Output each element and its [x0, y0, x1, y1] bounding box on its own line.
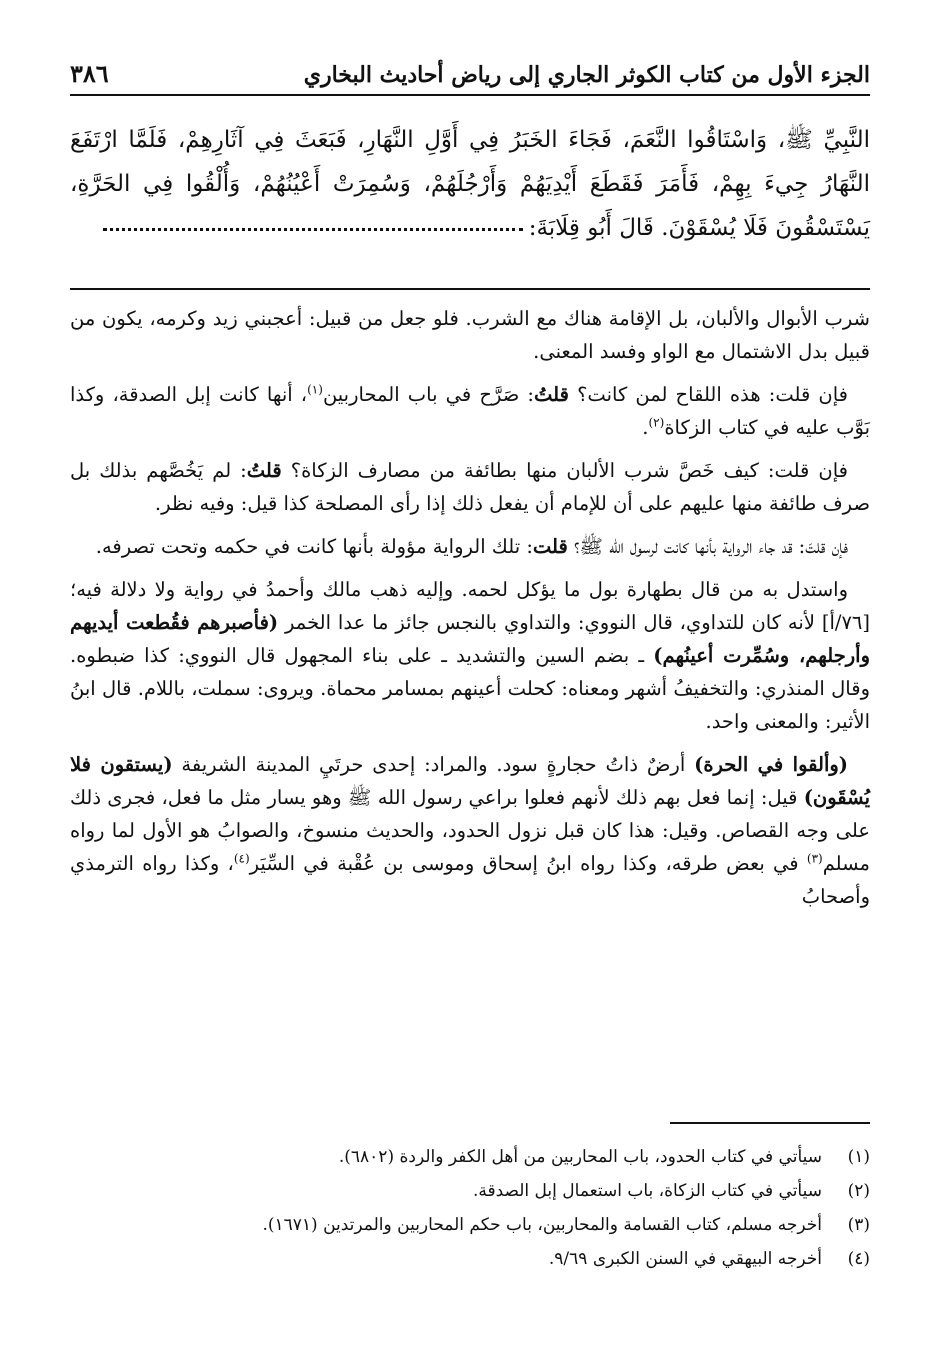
footnote-number: (٤): [847, 1249, 870, 1269]
commentary-paragraph: (وألقوا في الحرة) أرضٌ ذاتُ حجارةٍ سود. والمراد: إحدى حرتَيِ المدينة الشريفة (يستقون فلا يُسْقَون) قيل: إنما فعل بهم ذلك لأنهم فعلوا براعي رسول الله ﷺ وهو يسار مثل ما فعل، فجرى ذلك على وجه القصاص. وقيل: هذا كان قبل نزول الحدود، والحديث منسوخ، والصوابُ هو الأول لما رواه مسلم$^{(٣)}$ في بعض طرقه، وكذا رواه ابنُ إسحاق وموسى بن عُقْبة في السِّيَر$^{(٤)}$، وكذا رواه الترمذي وأصحابُ: [70, 753, 870, 908]
commentary-block: [70, 302, 870, 923]
commentary-paragraph: فإن قلت: هذه اللقاح لمن كانت؟ قلتُ: صَرَّح في باب المحاربين$^{(١)}$، أنها كانت إبل الصدقة، وكذا بَوَّب عليه في كتاب الزكاة$^{(٢)}$.: [70, 382, 870, 439]
running-title: الجزء الأول من كتاب الكوثر الجاري إلى رياض أحاديث البخاري: [303, 62, 870, 88]
footnote-text: أخرجه البيهقي في السنن الكبرى ٩/٦٩.: [548, 1249, 822, 1269]
footnote-item: [70, 1208, 870, 1242]
commentary-paragraph: فإن قلت: كيف خَصَّ شرب الألبان منها بطائفة من مصارف الزكاة؟ قلتُ: لم يَخُصَّهم بذلك بل صرف طائفة منها عليهم على أن للإمام أن يفعل ذلك إذا رأى المصلحة كذا قيل: وفيه نظر.: [70, 459, 870, 515]
footnote-item: [70, 1174, 870, 1208]
footnote-ref: (٢): [648, 415, 665, 430]
footnote-ref: (١): [307, 382, 323, 397]
footnote-item: [70, 1242, 870, 1276]
text-separator-line: [70, 288, 870, 290]
footnote-text: سيأتي في كتاب الزكاة، باب استعمال إبل الصدقة.: [472, 1181, 822, 1201]
footnote-number: (٢): [847, 1181, 870, 1201]
page-number: ٣٨٦: [70, 59, 109, 88]
footnote-number: (١): [847, 1147, 870, 1167]
footnote-ref: (٤): [233, 851, 250, 866]
footnote-text: أخرجه مسلم، كتاب القسامة والمحاربين، باب حكم المحاربين والمرتدين (١٦٧١).: [262, 1215, 822, 1235]
footnote-ref: (٣): [806, 851, 823, 866]
commentary-paragraph: واستدل به من قال بطهارة بول ما يؤكل لحمه. وإليه ذهب مالك وأحمدُ في رواية ولا دلالة فيه؛ [٧٦/أ] لأنه كان للتداوي، قال النووي: والتداوي بالنجس جائز ما عدا الخمر (فأصبرهم فقُطعت أيديهم وأرجلهم، وسُمِّرت أعينُهم) ـ بضم السين والتشديد ـ على بناء المجهول قال النووي: كذا ضبطوه. وقال المنذري: والتخفيفُ أشهر ومعناه: كحلت أعينهم بمسامر محماة. ويروى: سملت، باللام. قال ابنُ الأثير: والمعنى واحد.: [70, 578, 870, 733]
hadith-text-block: [70, 118, 870, 250]
commentary-paragraph: شرب الأبوال والألبان، بل الإقامة هناك مع الشرب. فلو جعل من قبيل: أعجبني زيد وكرمه، يكون من قبيل بدل الاشتمال مع الواو وفسد المعنى.: [70, 307, 870, 363]
footnotes-block: [70, 1140, 870, 1276]
footnote-separator: [670, 1122, 870, 1124]
continuation-dots: [103, 228, 523, 231]
footnote-text: سيأتي في كتاب الحدود، باب المحاربين من أهل الكفر والردة (٦٨٠٢).: [338, 1147, 822, 1167]
hadith-text: النَّبِيِّ ﷺ، وَاسْتَاقُوا النَّعَمَ، فَجَاءَ الخَبَرُ فِي أَوَّلِ النَّهَارِ، فَبَعَثَ فِي آثَارِهِمْ، فَلَمَّا ارْتَفَعَ النَّهَارُ جِيءَ بِهِمْ، فَأَمَرَ فَقَطَعَ أَيْدِيَهُمْ وَأَرْجُلَهُمْ، وَسُمِرَتْ أَعْيُنُهُمْ، وَأُلْقُوا فِي الحَرَّةِ، يَسْتَسْقُونَ فَلَا يُسْقَوْنَ. قَالَ أَبُو قِلَابَةَ:: [70, 127, 870, 241]
commentary-paragraph: فإن قلتَ: قد جاء الرواية بأنها كانت لرسول الله ﷺ؟ قلت: تلك الرواية مؤولة بأنها كانت في حكمه وتحت تصرفه.: [95, 535, 848, 558]
footnote-number: (٣): [847, 1215, 870, 1235]
footnote-item: [70, 1140, 870, 1174]
page-header: [70, 52, 870, 96]
